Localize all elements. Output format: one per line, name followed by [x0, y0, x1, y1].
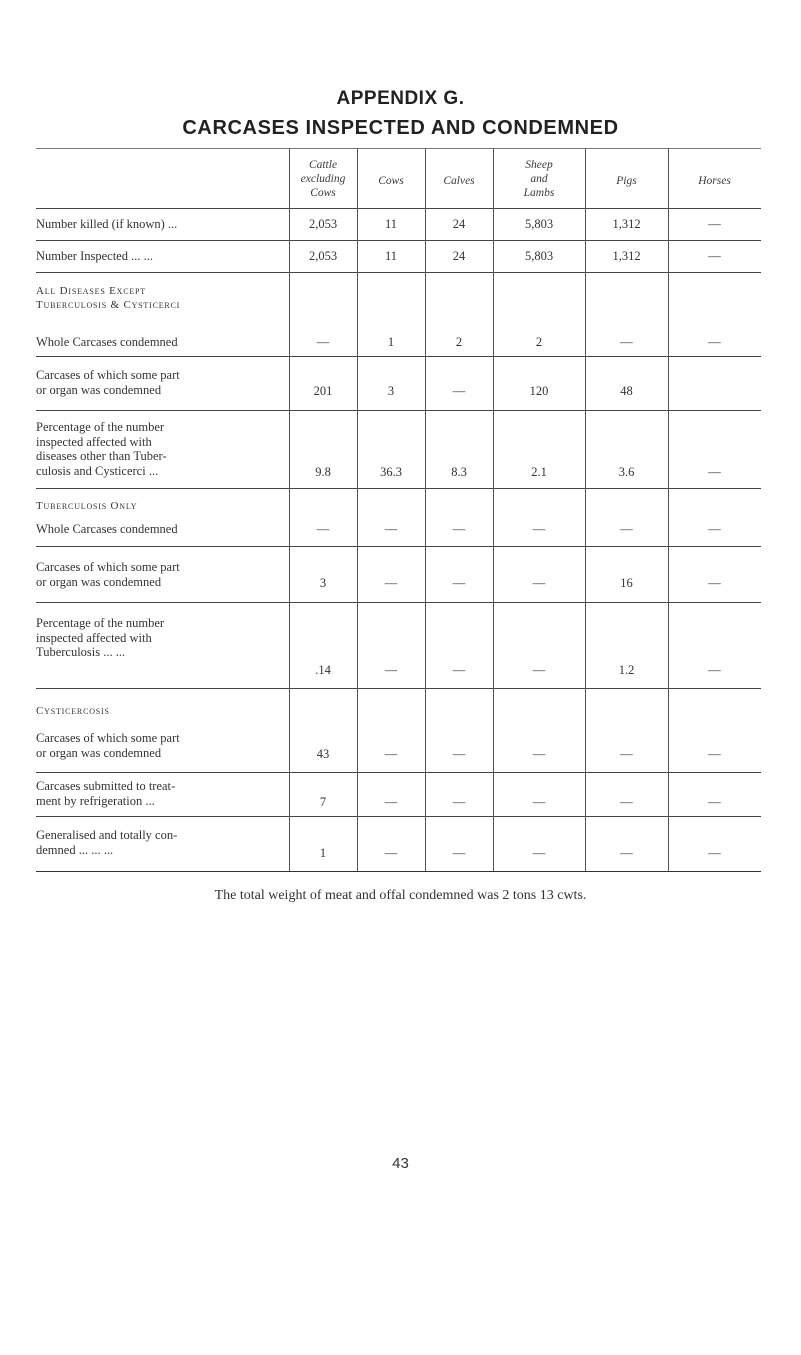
table-cell: — — [620, 795, 633, 809]
row-rule — [36, 546, 761, 547]
table-cell: — — [384, 576, 398, 590]
section-heading-cysticercosis: Cysticercosis — [36, 705, 110, 717]
column-header-line: Sheep — [525, 159, 553, 171]
table-cell: 36.3 — [380, 465, 402, 479]
table-cell: 1,312 — [612, 249, 641, 263]
section-heading-all-diseases — [36, 284, 286, 312]
table-cell: 48 — [620, 384, 633, 398]
table-cell: 24 — [452, 249, 466, 263]
row-label-line: ment by refrigeration ... — [36, 793, 155, 808]
table-cell: 5,803 — [524, 249, 554, 263]
table-cell: 2 — [455, 335, 463, 349]
table-cell: 2,053 — [308, 217, 338, 231]
row-rule — [36, 688, 761, 689]
table-cell: — — [708, 663, 721, 677]
row-label-part-condemned — [36, 731, 286, 760]
table-cell: — — [452, 795, 466, 809]
row-rule — [36, 410, 761, 411]
table-cell: 7 — [319, 795, 327, 809]
row-label-line: Percentage of the number — [36, 616, 165, 630]
table-cell: — — [452, 846, 466, 860]
table-cell: 201 — [313, 384, 333, 398]
row-label-line: inspected affected with — [36, 434, 152, 449]
table-cell: — — [384, 663, 398, 677]
table-cell: — — [532, 576, 546, 590]
table-cell: .14 — [315, 663, 331, 677]
row-label-line: Carcases of which some part — [36, 368, 180, 382]
row-label-whole-carcases: Whole Carcases condemned — [36, 522, 178, 536]
column-header-line: Cows — [378, 175, 404, 187]
table-cell: — — [452, 384, 466, 398]
column-header-line: Cows — [310, 187, 336, 199]
table-cell: — — [384, 522, 398, 536]
table-cell: 2.1 — [531, 465, 547, 479]
row-label-line: or organ was condemned — [36, 574, 162, 589]
table-cell: — — [384, 795, 398, 809]
table-cell: — — [708, 846, 721, 860]
table-cell: — — [384, 747, 398, 761]
table-cell: — — [316, 522, 330, 536]
section-heading-tuberculosis: Tuberculosis Only — [36, 500, 138, 512]
table-cell: — — [532, 747, 546, 761]
table-cell: — — [620, 846, 633, 860]
table-cell: — — [452, 576, 466, 590]
column-header-line: Calves — [443, 175, 475, 187]
row-rule — [36, 356, 761, 357]
table-top-rule — [36, 148, 761, 149]
table-cell: — — [384, 846, 398, 860]
column-header-line: Horses — [698, 175, 731, 187]
column-header-sheep — [493, 158, 585, 200]
row-label-line: Tuberculosis ... ... — [36, 645, 126, 659]
table-cell: — — [452, 747, 466, 761]
column-header-line: Lambs — [523, 187, 555, 199]
row-label-line: diseases other than Tuber- — [36, 449, 167, 463]
column-header-pigs — [585, 174, 668, 188]
row-label-line: Percentage of the number — [36, 420, 165, 434]
row-label-line: culosis and Cysticerci ... — [36, 463, 159, 478]
column-header-cows — [357, 174, 425, 188]
row-label-line: inspected affected with — [36, 630, 152, 645]
table-cell: 3 — [387, 384, 395, 398]
table-cell: 11 — [384, 249, 398, 263]
column-header-horses — [668, 174, 761, 188]
table-cell: — — [708, 576, 721, 590]
table-cell: 11 — [384, 217, 398, 231]
row-rule — [36, 272, 761, 273]
table-cell: — — [708, 465, 721, 479]
row-label-line: or organ was condemned — [36, 745, 162, 760]
row-label-number-inspected: Number Inspected ... ... — [36, 249, 153, 263]
column-header-line: and — [530, 173, 548, 185]
table-cell: 1 — [387, 335, 395, 349]
table-cell: — — [452, 663, 466, 677]
column-header-line: excluding — [300, 173, 346, 185]
row-label-line: or organ was condemned — [36, 382, 162, 397]
row-label-line: demned ... ... ... — [36, 842, 114, 857]
table-cell: — — [708, 249, 721, 263]
row-label-line: Carcases of which some part — [36, 731, 180, 745]
column-header-calves — [425, 174, 493, 188]
table-cell: — — [620, 335, 633, 349]
column-header-cattle — [289, 158, 357, 200]
column-header-line: Pigs — [616, 175, 637, 187]
row-rule — [36, 240, 761, 241]
page-number: 43 — [392, 1155, 409, 1172]
page-title: CARCASES INSPECTED AND CONDEMNED — [182, 117, 619, 139]
row-rule — [36, 772, 761, 773]
table-cell: 24 — [452, 217, 466, 231]
table-cell: — — [620, 747, 633, 761]
table-cell: — — [532, 663, 546, 677]
table-cell: — — [708, 795, 721, 809]
row-label-part-condemned — [36, 368, 286, 397]
header-bottom-rule — [36, 208, 761, 209]
table-cell: 1.2 — [618, 663, 635, 677]
row-label-whole-carcases: Whole Carcases condemned — [36, 335, 178, 349]
table-cell: — — [532, 846, 546, 860]
row-rule — [36, 816, 761, 817]
table-cell: 5,803 — [524, 217, 554, 231]
section-heading-line: Tuberculosis & Cysticerci — [36, 299, 181, 311]
table-cell: — — [620, 522, 633, 536]
row-rule — [36, 488, 761, 489]
table-cell: 9.8 — [315, 465, 331, 479]
table-cell: 3 — [319, 576, 327, 590]
column-header-line: Cattle — [308, 159, 338, 171]
table-cell: — — [532, 522, 546, 536]
footnote: The total weight of meat and offal condemned was 2 tons 13 cwts. — [214, 888, 587, 903]
table-cell: 2,053 — [308, 249, 338, 263]
table-bottom-rule — [36, 871, 761, 872]
row-label-line: Carcases submitted to treat- — [36, 779, 176, 793]
table-cell: — — [708, 747, 721, 761]
table-cell: 1 — [319, 846, 327, 860]
row-label-part-condemned — [36, 560, 286, 589]
table-cell: — — [708, 335, 721, 349]
row-label-generalised — [36, 828, 286, 857]
table-cell: — — [708, 522, 721, 536]
table-cell: 8.3 — [451, 465, 467, 479]
table-cell: — — [532, 795, 546, 809]
appendix-heading: APPENDIX G. — [336, 88, 465, 109]
section-heading-line: All Diseases Except — [36, 285, 146, 297]
table-cell: — — [452, 522, 466, 536]
row-label-line: Generalised and totally con- — [36, 828, 178, 842]
table-cell: 1,312 — [612, 217, 641, 231]
row-label-line: Carcases of which some part — [36, 560, 180, 574]
table-cell: — — [316, 335, 330, 349]
row-rule — [36, 602, 761, 603]
table-cell: 16 — [620, 576, 633, 590]
row-label-number-killed: Number killed (if known) ... — [36, 217, 178, 231]
table-cell: 3.6 — [618, 465, 635, 479]
table-cell: 120 — [529, 384, 549, 398]
row-label-percentage — [36, 420, 286, 478]
table-cell: — — [708, 217, 721, 231]
row-label-percentage — [36, 616, 286, 660]
table-cell: 43 — [316, 747, 330, 761]
row-label-refrigeration — [36, 779, 286, 808]
table-cell: 2 — [535, 335, 543, 349]
